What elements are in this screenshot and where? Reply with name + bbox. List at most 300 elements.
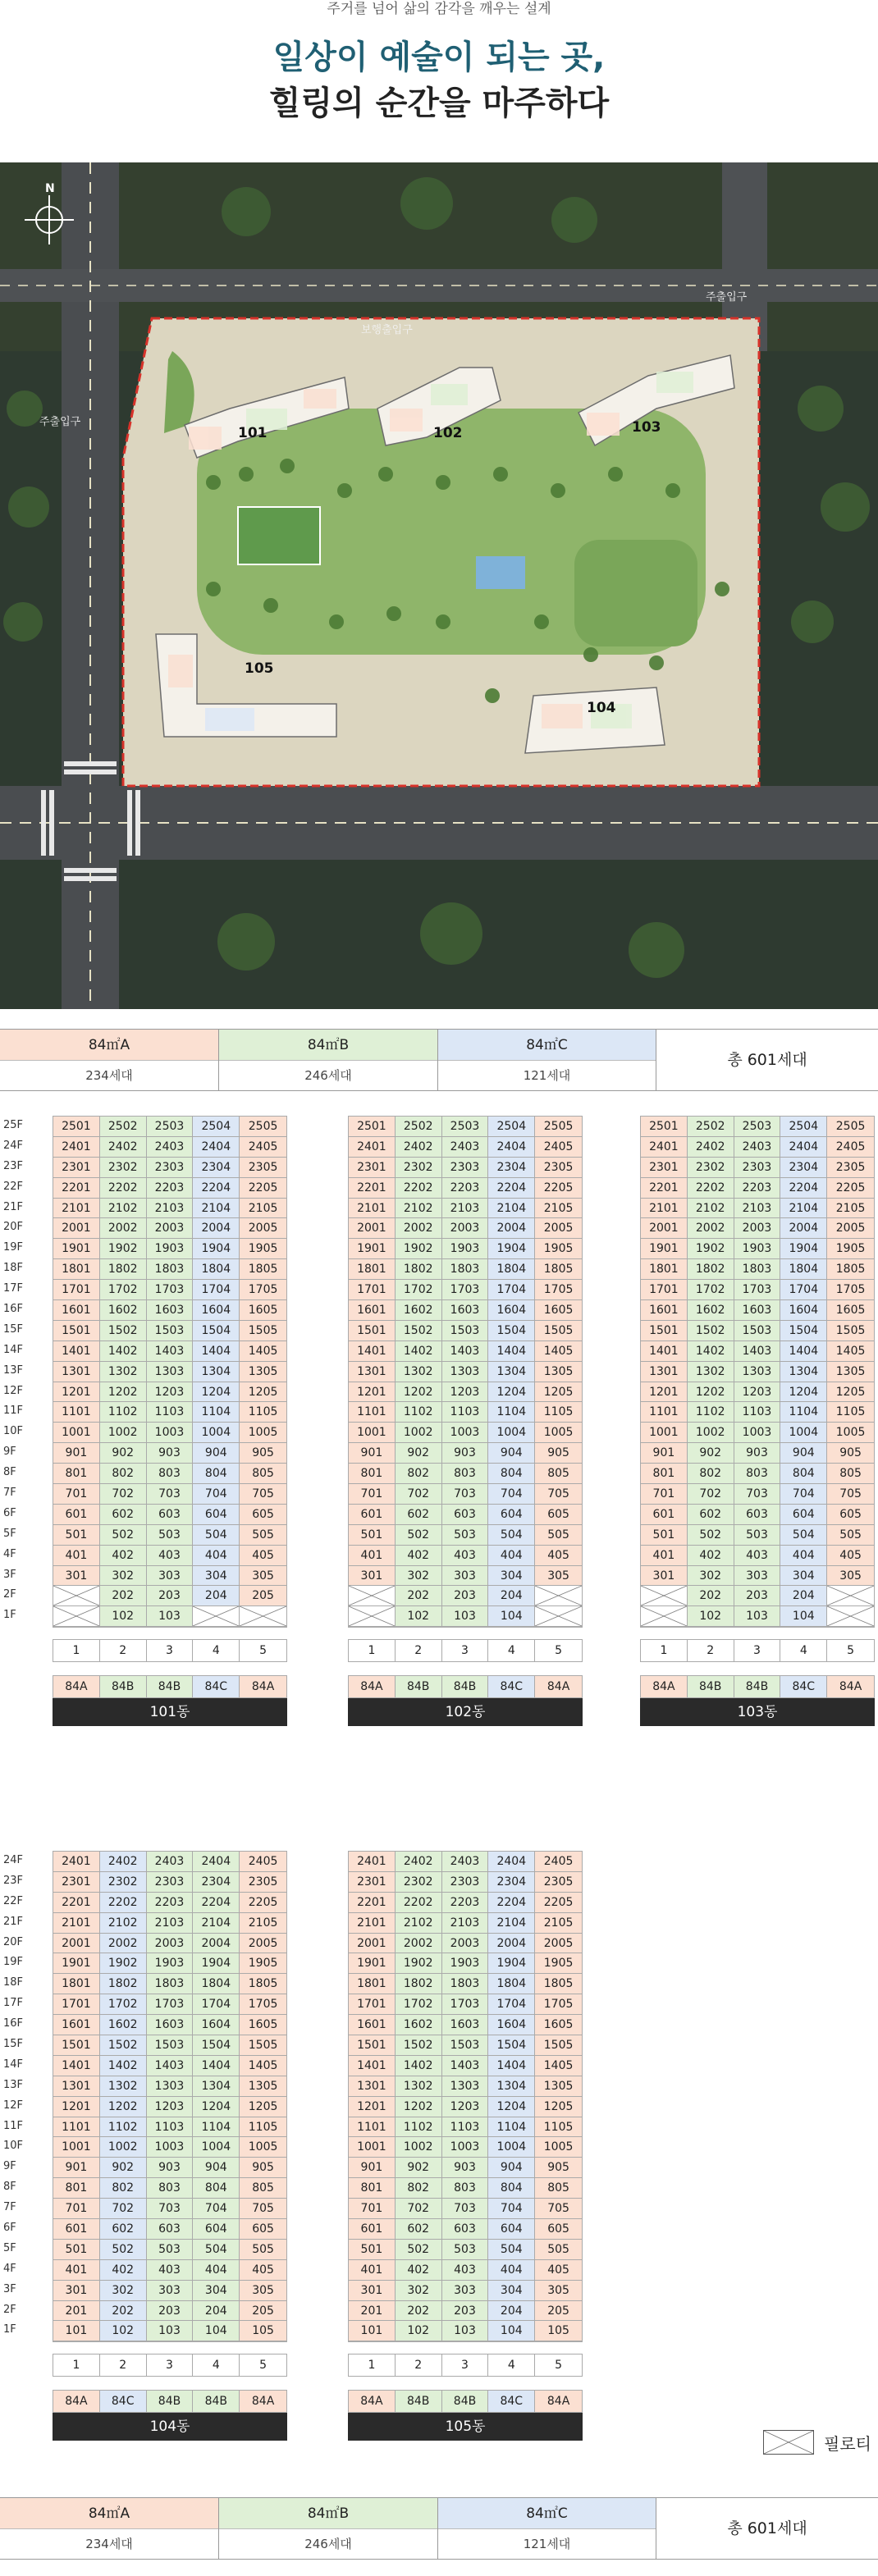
- legend-total: 총 601세대: [727, 1051, 807, 1069]
- unit-cell: 1401: [53, 1341, 100, 1362]
- unit-cell: 804: [488, 1464, 535, 1484]
- unit-cell: 601: [349, 2219, 396, 2240]
- line-type: 84C: [488, 2391, 535, 2412]
- unit-cell: 1905: [535, 1953, 582, 1974]
- unit-cell: 1702: [100, 1280, 147, 1300]
- unit-cell: 1904: [780, 1239, 827, 1259]
- unit-cell: 1405: [827, 1341, 874, 1362]
- unit-cell: 702: [396, 2199, 442, 2219]
- unit-cell: 1402: [100, 1341, 147, 1362]
- unit-cell: 2205: [535, 1178, 582, 1199]
- unit-cell: 1903: [442, 1953, 489, 1974]
- unit-cell: 602: [688, 1505, 734, 1525]
- unit-cell: 2303: [442, 1872, 489, 1893]
- unit-cell: 2504: [488, 1117, 535, 1137]
- unit-cell: 701: [349, 2199, 396, 2219]
- unit-cell: 1902: [100, 1239, 147, 1259]
- unit-cell: 1703: [442, 1280, 489, 1300]
- unit-cell: 602: [100, 1505, 147, 1525]
- unit-cell: 1504: [488, 1321, 535, 1341]
- unit-cell: 1502: [100, 2035, 147, 2056]
- unit-cell: 2403: [442, 1852, 489, 1872]
- unit-cell: 1004: [488, 2137, 535, 2158]
- unit-cell: 503: [442, 1525, 489, 1546]
- unit-cell: 1902: [396, 1239, 442, 1259]
- unit-cell: 601: [53, 2219, 100, 2240]
- unit-cell: 2103: [147, 1199, 194, 1219]
- unit-cell: 504: [488, 1525, 535, 1546]
- piloti-cell: [827, 1606, 874, 1627]
- unit-cell: 2002: [396, 1218, 442, 1239]
- line-number: 1: [53, 2354, 100, 2376]
- unit-cell: 2004: [488, 1218, 535, 1239]
- unit-cell: 1402: [396, 2056, 442, 2076]
- legend-type-a: 84㎡A 234세대: [0, 2498, 219, 2560]
- line-number: 4: [488, 1640, 535, 1661]
- unit-cell: 604: [193, 2219, 240, 2240]
- unit-cell: 1205: [240, 1382, 286, 1403]
- unit-cell: 1904: [193, 1239, 240, 1259]
- line-type: 84A: [535, 1676, 582, 1697]
- unit-cell: 1905: [240, 1239, 286, 1259]
- unit-cell: 703: [442, 1484, 489, 1505]
- unit-cell: 2403: [147, 1137, 194, 1158]
- unit-cell: 1004: [193, 2137, 240, 2158]
- map-label-entrance-right: 주출입구: [706, 291, 748, 304]
- building-label-bar: 101동: [53, 1698, 287, 1726]
- unit-cell: 1801: [641, 1259, 688, 1280]
- unit-cell: 1002: [396, 2137, 442, 2158]
- unit-cell: 2104: [193, 1199, 240, 1219]
- unit-cell: 702: [100, 2199, 147, 2219]
- unit-cell: 1601: [349, 1300, 396, 1321]
- unit-cell: 1303: [147, 2076, 194, 2097]
- floor-label: 9F: [3, 1446, 16, 1459]
- unit-cell: 2205: [240, 1178, 286, 1199]
- unit-cell: 1805: [535, 1259, 582, 1280]
- map-label-105: 105: [245, 660, 274, 677]
- unit-cell: 1901: [53, 1239, 100, 1259]
- unit-cell: 2005: [827, 1218, 874, 1239]
- unit-cell: 1404: [193, 1341, 240, 1362]
- unit-cell: 2005: [535, 1218, 582, 1239]
- unit-cell: 403: [442, 1546, 489, 1566]
- piloti-legend: [763, 2428, 871, 2456]
- unit-cell: 2001: [641, 1218, 688, 1239]
- unit-cell: 701: [53, 2199, 100, 2219]
- unit-cell: 805: [535, 1464, 582, 1484]
- floor-label: 22F: [3, 1180, 24, 1193]
- unit-cell: 2202: [688, 1178, 734, 1199]
- unit-cell: 1702: [688, 1280, 734, 1300]
- unit-cell: 704: [488, 1484, 535, 1505]
- unit-cell: 1703: [147, 1994, 194, 2015]
- unit-cell: 2505: [827, 1117, 874, 1137]
- unit-cell: 901: [641, 1443, 688, 1464]
- line-number-row: [53, 1639, 287, 1662]
- unit-cell: 405: [240, 2260, 286, 2281]
- unit-cell: 302: [100, 2281, 147, 2301]
- floor-label: 18F: [3, 1976, 24, 1989]
- unit-cell: 2502: [396, 1117, 442, 1137]
- unit-cell: 1701: [349, 1994, 396, 2015]
- unit-cell: 304: [488, 2281, 535, 2301]
- unit-cell: 2302: [396, 1872, 442, 1893]
- unit-cell: 705: [240, 2199, 286, 2219]
- unit-cell: 1804: [193, 1259, 240, 1280]
- unit-cell: 2401: [349, 1852, 396, 1872]
- piloti-cell: [641, 1606, 688, 1627]
- unit-cell: 2405: [827, 1137, 874, 1158]
- line-number: 3: [147, 1640, 194, 1661]
- unit-cell: 1005: [827, 1423, 874, 1443]
- floor-label: 5F: [3, 1527, 16, 1540]
- unit-cell: 904: [488, 2158, 535, 2178]
- unit-cell: 2105: [240, 1199, 286, 1219]
- unit-cell: 904: [780, 1443, 827, 1464]
- unit-cell: 204: [780, 1586, 827, 1606]
- building-102: [348, 1116, 583, 1726]
- page-subtitle: 주거를 넘어 삶의 감각을 깨우는 설계: [327, 1, 551, 17]
- unit-cell: 1002: [688, 1423, 734, 1443]
- unit-cell: 302: [396, 2281, 442, 2301]
- unit-cell: 505: [240, 2240, 286, 2260]
- unit-cell: 1301: [53, 1362, 100, 1382]
- unit-cell: 1604: [193, 2015, 240, 2035]
- unit-cell: 104: [488, 2321, 535, 2341]
- unit-cell: 104: [780, 1606, 827, 1627]
- floor-label: 21F: [3, 1200, 24, 1213]
- unit-cell: 903: [147, 2158, 194, 2178]
- unit-cell: 2403: [147, 1852, 194, 1872]
- unit-cell: 1504: [780, 1321, 827, 1341]
- unit-cell: 2103: [147, 1913, 194, 1934]
- unit-cell: 2404: [193, 1852, 240, 1872]
- unit-cell: 1605: [535, 2015, 582, 2035]
- unit-cell: 1505: [240, 2035, 286, 2056]
- unit-cell: 303: [147, 2281, 194, 2301]
- unit-cell: 501: [349, 1525, 396, 1546]
- unit-cell: 1203: [442, 1382, 489, 1403]
- unit-cell: 1202: [396, 1382, 442, 1403]
- unit-cell: 1605: [827, 1300, 874, 1321]
- unit-cell: 1402: [688, 1341, 734, 1362]
- unit-cell: 202: [396, 1586, 442, 1606]
- unit-cell: 504: [193, 2240, 240, 2260]
- unit-cell: 2504: [193, 1117, 240, 1137]
- unit-cell: 2303: [147, 1872, 194, 1893]
- unit-cell: 901: [53, 1443, 100, 1464]
- unit-cell: 1502: [100, 1321, 147, 1341]
- unit-cell: 2203: [147, 1178, 194, 1199]
- unit-cell: 2003: [442, 1934, 489, 1954]
- unit-cell: 1403: [147, 1341, 194, 1362]
- unit-cell: 503: [147, 2240, 194, 2260]
- line-type: 84B: [100, 1676, 147, 1697]
- unit-cell: 1301: [349, 2076, 396, 2097]
- unit-cell: 804: [488, 2178, 535, 2199]
- unit-cell: 902: [396, 2158, 442, 2178]
- piloti-cell: [240, 1606, 286, 1627]
- unit-cell: 703: [734, 1484, 781, 1505]
- floor-label: 7F: [3, 1487, 16, 1500]
- unit-cell: 1405: [240, 1341, 286, 1362]
- unit-cell: 603: [442, 2219, 489, 2240]
- unit-grid: [53, 1116, 287, 1628]
- unit-cell: 1204: [193, 1382, 240, 1403]
- unit-cell: 1905: [240, 1953, 286, 1974]
- unit-cell: 202: [100, 1586, 147, 1606]
- unit-cell: 1302: [100, 2076, 147, 2097]
- unit-cell: 502: [100, 1525, 147, 1546]
- unit-cell: 1802: [688, 1259, 734, 1280]
- unit-cell: 1503: [442, 1321, 489, 1341]
- unit-cell: 1001: [349, 1423, 396, 1443]
- line-number: 1: [53, 1640, 100, 1661]
- unit-cell: 2402: [396, 1852, 442, 1872]
- unit-cell: 303: [734, 1566, 781, 1587]
- floor-label: 20F: [3, 1935, 24, 1948]
- unit-cell: 101: [349, 2321, 396, 2341]
- unit-cell: 2301: [349, 1872, 396, 1893]
- line-number: 1: [349, 1640, 396, 1661]
- unit-cell: 1101: [53, 2117, 100, 2138]
- unit-cell: 1802: [396, 1259, 442, 1280]
- unit-cell: 2501: [641, 1117, 688, 1137]
- line-number: 1: [641, 1640, 688, 1661]
- unit-cell: 604: [780, 1505, 827, 1525]
- unit-cell: 805: [240, 2178, 286, 2199]
- unit-cell: 1102: [688, 1402, 734, 1423]
- unit-grid: [348, 1851, 583, 2342]
- unit-cell: 1703: [734, 1280, 781, 1300]
- unit-cell: 1603: [442, 2015, 489, 2035]
- unit-cell: 2001: [53, 1218, 100, 1239]
- line-number: 2: [100, 2354, 147, 2376]
- unit-cell: 301: [349, 2281, 396, 2301]
- unit-cell: 605: [535, 1505, 582, 1525]
- unit-cell: 1102: [100, 1402, 147, 1423]
- unit-cell: 1304: [488, 2076, 535, 2097]
- unit-cell: 1503: [442, 2035, 489, 2056]
- unit-cell: 1501: [349, 2035, 396, 2056]
- unit-cell: 1601: [349, 2015, 396, 2035]
- unit-cell: 1802: [100, 1259, 147, 1280]
- unit-cell: 1103: [442, 2117, 489, 2138]
- unit-cell: 1805: [827, 1259, 874, 1280]
- unit-cell: 301: [53, 2281, 100, 2301]
- unit-cell: 1404: [488, 1341, 535, 1362]
- unit-cell: 1602: [100, 1300, 147, 1321]
- unit-cell: 1303: [734, 1362, 781, 1382]
- unit-cell: 2302: [688, 1158, 734, 1178]
- unit-cell: 601: [53, 1505, 100, 1525]
- floor-label: 10F: [3, 2140, 24, 2153]
- unit-cell: 1202: [396, 2097, 442, 2117]
- unit-cell: 2403: [734, 1137, 781, 1158]
- unit-cell: 1104: [193, 2117, 240, 2138]
- unit-cell: 1304: [193, 2076, 240, 2097]
- unit-cell: 505: [827, 1525, 874, 1546]
- unit-cell: 2302: [100, 1872, 147, 1893]
- unit-cell: 2405: [240, 1852, 286, 1872]
- piloti-cell: [641, 1586, 688, 1606]
- floor-label: 14F: [3, 1343, 24, 1356]
- floor-label: 19F: [3, 1956, 24, 1969]
- line-type: 84A: [53, 2391, 100, 2412]
- unit-cell: 1205: [240, 2097, 286, 2117]
- unit-cell: 403: [147, 2260, 194, 2281]
- legend-type-a: 84㎡A 234세대: [0, 1030, 219, 1091]
- unit-cell: 1705: [240, 1280, 286, 1300]
- piloti-cell: [53, 1606, 100, 1627]
- unit-cell: 1203: [442, 2097, 489, 2117]
- unit-cell: 502: [396, 1525, 442, 1546]
- floor-label: 20F: [3, 1221, 24, 1234]
- unit-cell: 2004: [780, 1218, 827, 1239]
- floor-label: 17F: [3, 1282, 24, 1295]
- title-line-2: 힐링의 순간을 마주하다: [268, 84, 610, 122]
- unit-cell: 1705: [535, 1280, 582, 1300]
- unit-cell: 1704: [488, 1994, 535, 2015]
- unit-cell: 2401: [641, 1137, 688, 1158]
- unit-cell: 1605: [240, 1300, 286, 1321]
- floor-label: 6F: [3, 1506, 16, 1519]
- unit-cell: 405: [535, 1546, 582, 1566]
- unit-cell: 2004: [488, 1934, 535, 1954]
- unit-cell: 202: [688, 1586, 734, 1606]
- unit-cell: 2303: [442, 1158, 489, 1178]
- unit-cell: 1005: [535, 1423, 582, 1443]
- unit-cell: 1503: [734, 1321, 781, 1341]
- building-101: [53, 1116, 287, 1726]
- unit-cell: 103: [734, 1606, 781, 1627]
- line-type: 84B: [396, 2391, 442, 2412]
- line-number-row: [640, 1639, 875, 1662]
- unit-cell: 1901: [641, 1239, 688, 1259]
- unit-cell: 1801: [349, 1259, 396, 1280]
- floor-label: 11F: [3, 2119, 24, 2132]
- unit-cell: 1705: [827, 1280, 874, 1300]
- floor-label: 4F: [3, 2262, 16, 2275]
- unit-cell: 1001: [641, 1423, 688, 1443]
- floor-label: 2F: [3, 2303, 16, 2316]
- unit-cell: 305: [535, 1566, 582, 1587]
- unit-cell: 1601: [53, 1300, 100, 1321]
- unit-cell: 1703: [442, 1994, 489, 2015]
- unit-cell: 1301: [349, 1362, 396, 1382]
- map-label-104: 104: [587, 700, 616, 716]
- unit-cell: 205: [535, 2301, 582, 2322]
- unit-cell: 2202: [100, 1893, 147, 1913]
- unit-cell: 1104: [488, 2117, 535, 2138]
- unit-cell: 1701: [349, 1280, 396, 1300]
- unit-cell: 603: [147, 1505, 194, 1525]
- unit-cell: 2404: [780, 1137, 827, 1158]
- unit-cell: 1904: [488, 1953, 535, 1974]
- unit-cell: 201: [349, 2301, 396, 2322]
- unit-cell: 1602: [396, 2015, 442, 2035]
- unit-cell: 1605: [535, 1300, 582, 1321]
- unit-cell: 501: [641, 1525, 688, 1546]
- unit-cell: 1602: [688, 1300, 734, 1321]
- building-103: [640, 1116, 875, 1726]
- unit-cell: 2402: [688, 1137, 734, 1158]
- unit-cell: 705: [240, 1484, 286, 1505]
- unit-cell: 2104: [193, 1913, 240, 1934]
- unit-cell: 1202: [100, 2097, 147, 2117]
- unit-cell: 2001: [53, 1934, 100, 1954]
- unit-cell: 1901: [349, 1239, 396, 1259]
- unit-cell: 401: [349, 2260, 396, 2281]
- unit-cell: 2404: [488, 1852, 535, 1872]
- line-type: 84A: [240, 1676, 286, 1697]
- unit-cell: 205: [240, 2301, 286, 2322]
- unit-cell: 2505: [535, 1117, 582, 1137]
- floor-label: 22F: [3, 1894, 24, 1907]
- unit-cell: 1004: [193, 1423, 240, 1443]
- unit-type-legend-bottom: [0, 2497, 878, 2560]
- unit-cell: 2305: [240, 1872, 286, 1893]
- unit-cell: 904: [193, 1443, 240, 1464]
- line-number: 2: [396, 2354, 442, 2376]
- unit-cell: 402: [396, 1546, 442, 1566]
- unit-cell: 401: [53, 1546, 100, 1566]
- unit-cell: 1201: [53, 1382, 100, 1403]
- unit-cell: 1003: [147, 2137, 194, 2158]
- unit-cell: 1903: [734, 1239, 781, 1259]
- unit-cell: 2201: [641, 1178, 688, 1199]
- line-number: 5: [847, 1644, 855, 1658]
- unit-cell: 403: [442, 2260, 489, 2281]
- unit-cell: 905: [535, 2158, 582, 2178]
- unit-cell: 1702: [100, 1994, 147, 2015]
- unit-grid: [53, 1851, 287, 2342]
- unit-cell: 1504: [193, 1321, 240, 1341]
- unit-cell: 2402: [100, 1852, 147, 1872]
- unit-cell: 1603: [147, 1300, 194, 1321]
- line-type: 84B: [734, 1676, 781, 1697]
- unit-cell: 1001: [53, 1423, 100, 1443]
- unit-cell: 203: [442, 1586, 489, 1606]
- unit-cell: 2405: [535, 1137, 582, 1158]
- unit-cell: 1305: [240, 1362, 286, 1382]
- unit-cell: 1105: [827, 1402, 874, 1423]
- line-number: 4: [780, 1640, 827, 1661]
- svg-text:N: N: [45, 182, 55, 195]
- unit-cell: 1602: [396, 1300, 442, 1321]
- building-label-bar: 102동: [348, 1698, 583, 1726]
- unit-cell: 1903: [147, 1239, 194, 1259]
- unit-cell: 1803: [147, 1259, 194, 1280]
- unit-cell: 2301: [53, 1158, 100, 1178]
- map-label-entrance-left: 주출입구: [39, 416, 81, 428]
- unit-cell: 2002: [100, 1218, 147, 1239]
- unit-cell: 1301: [641, 1362, 688, 1382]
- unit-cell: 2105: [535, 1913, 582, 1934]
- unit-cell: 1103: [147, 1402, 194, 1423]
- unit-cell: 2402: [396, 1137, 442, 1158]
- unit-cell: 1003: [734, 1423, 781, 1443]
- unit-cell: 701: [53, 1484, 100, 1505]
- unit-cell: 1901: [53, 1953, 100, 1974]
- unit-cell: 202: [100, 2301, 147, 2322]
- floor-label: 16F: [3, 1303, 24, 1316]
- unit-cell: 1404: [193, 2056, 240, 2076]
- unit-cell: 1402: [100, 2056, 147, 2076]
- unit-cell: 1802: [100, 1974, 147, 1994]
- unit-cell: 1205: [535, 1382, 582, 1403]
